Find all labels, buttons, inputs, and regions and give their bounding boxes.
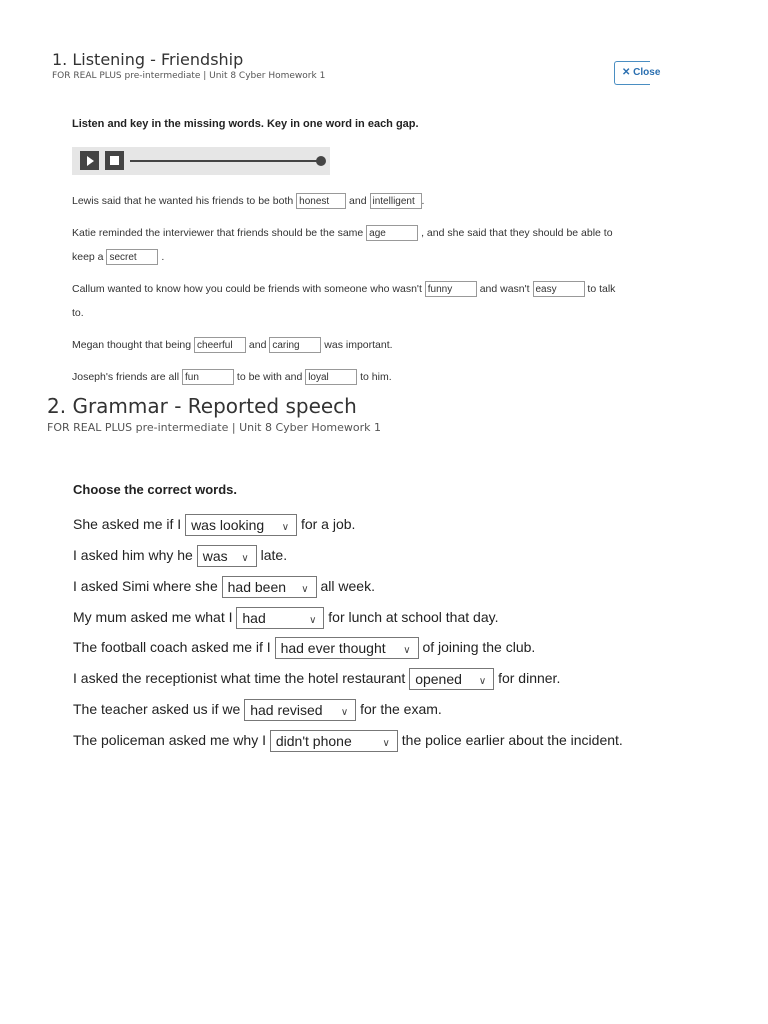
sentence-text: for the exam. <box>356 701 442 717</box>
sentence-text: Katie reminded the interviewer that friends should be the same <box>72 227 367 239</box>
sentence-text: Megan thought that being <box>72 339 195 351</box>
chevron-down-icon: ∨ <box>309 615 317 627</box>
listening-line-7 <box>72 367 392 387</box>
gap-input[interactable]: fun <box>182 369 234 385</box>
grammar-line-2 <box>73 543 287 567</box>
gap-input[interactable]: caring <box>269 337 321 353</box>
selected-value: opened <box>415 671 462 688</box>
section1-subtitle: FOR REAL PLUS pre-intermediate | Unit 8 Cyber Homework 1 <box>52 71 326 81</box>
section2-subtitle: FOR REAL PLUS pre-intermediate | Unit 8 Cyber Homework 1 <box>47 421 382 434</box>
close-button[interactable]: ✕ Close <box>614 61 650 85</box>
listening-line-6 <box>72 335 393 355</box>
grammar-line-6 <box>73 666 560 690</box>
sentence-text: , and she said that they should be able to <box>418 227 613 239</box>
play-icon[interactable] <box>80 151 99 170</box>
selected-value: was <box>202 548 228 565</box>
selected-value: had been <box>227 579 287 596</box>
sentence-text: the police earlier about the incident. <box>397 732 623 748</box>
stop-icon[interactable] <box>105 151 124 170</box>
sentence-text: to talk <box>584 283 616 295</box>
sentence-text: and wasn't <box>476 283 533 295</box>
chevron-down-icon: ∨ <box>382 738 390 750</box>
grammar-line-8 <box>73 728 623 752</box>
listening-line-5 <box>72 303 84 323</box>
sentence-text: all week. <box>316 578 375 594</box>
section2-title: 2. Grammar - Reported speech <box>47 394 357 418</box>
gap-input[interactable]: funny <box>425 281 477 297</box>
gap-input[interactable]: loyal <box>305 369 357 385</box>
sentence-text: for a job. <box>297 516 356 532</box>
gap-input[interactable]: honest <box>296 193 346 209</box>
answer-select[interactable] <box>275 637 419 659</box>
selected-value: didn't phone <box>275 733 352 750</box>
section2-instruction: Choose the correct words. <box>73 482 237 497</box>
chevron-down-icon: ∨ <box>478 676 487 688</box>
gap-input[interactable]: age <box>366 225 418 241</box>
sentence-text: was important. <box>321 339 393 351</box>
chevron-down-icon: ∨ <box>281 522 290 534</box>
answer-select[interactable] <box>244 699 356 721</box>
audio-progress-track[interactable] <box>130 160 320 162</box>
chevron-down-icon: ∨ <box>340 707 349 719</box>
sentence-text: The football coach asked me if I <box>73 639 275 655</box>
sentence-text: . <box>421 195 425 207</box>
answer-select[interactable] <box>222 576 317 598</box>
gap-input[interactable]: intelligent <box>370 193 422 209</box>
grammar-line-3 <box>73 574 375 598</box>
sentence-text: Lewis said that he wanted his friends to be both <box>72 195 297 207</box>
sentence-text: to him. <box>357 371 392 383</box>
listening-line-3 <box>72 247 164 267</box>
sentence-text: of joining the club. <box>418 639 536 655</box>
sentence-text: I asked the receptionist what time the hotel restaurant <box>73 670 410 686</box>
selected-value: was looking <box>191 517 265 534</box>
answer-select[interactable] <box>197 545 257 567</box>
grammar-line-4 <box>73 605 498 629</box>
sentence-text: . <box>158 251 165 263</box>
audio-player <box>72 147 330 175</box>
answer-select[interactable] <box>185 514 297 536</box>
chevron-down-icon: ∨ <box>403 645 411 657</box>
gap-input[interactable]: cheerful <box>194 337 246 353</box>
grammar-line-7 <box>73 697 442 721</box>
sentence-text: Callum wanted to know how you could be friends with someone who wasn't <box>72 283 425 295</box>
sentence-text: and <box>246 339 270 351</box>
sentence-text: keep a <box>72 251 107 263</box>
section1-title: 1. Listening - Friendship <box>52 50 244 69</box>
sentence-text: for lunch at school that day. <box>324 609 499 625</box>
sentence-text: late. <box>256 547 288 563</box>
sentence-text: The teacher asked us if we <box>73 701 245 717</box>
listening-line-2 <box>72 223 613 243</box>
gap-input[interactable]: easy <box>533 281 585 297</box>
sentence-text: to. <box>72 307 84 319</box>
grammar-line-5 <box>73 635 535 659</box>
selected-value: had revised <box>250 702 323 719</box>
sentence-text: Joseph's friends are all <box>72 371 182 383</box>
sentence-text: and <box>346 195 370 207</box>
sentence-text: I asked Simi where she <box>73 578 222 594</box>
sentence-text: for dinner. <box>494 670 561 686</box>
listening-line-1 <box>72 191 424 211</box>
chevron-down-icon: ∨ <box>301 584 309 596</box>
selected-value: had ever thought <box>280 640 386 657</box>
sentence-text: She asked me if I <box>73 516 186 532</box>
selected-value: had <box>242 610 266 627</box>
sentence-text: to be with and <box>233 371 306 383</box>
sentence-text: I asked him why he <box>73 547 197 563</box>
grammar-line-1 <box>73 512 355 536</box>
gap-input[interactable]: secret <box>106 249 158 265</box>
sentence-text: The policeman asked me why I <box>73 732 270 748</box>
answer-select[interactable] <box>270 730 398 752</box>
answer-select[interactable] <box>409 668 494 690</box>
audio-progress-handle[interactable] <box>316 156 326 166</box>
section1-instruction: Listen and key in the missing words. Key in one word in each gap. <box>72 118 419 130</box>
answer-select[interactable] <box>236 607 324 629</box>
sentence-text: My mum asked me what I <box>73 609 237 625</box>
listening-line-4 <box>72 279 615 299</box>
chevron-down-icon: ∨ <box>241 553 249 565</box>
